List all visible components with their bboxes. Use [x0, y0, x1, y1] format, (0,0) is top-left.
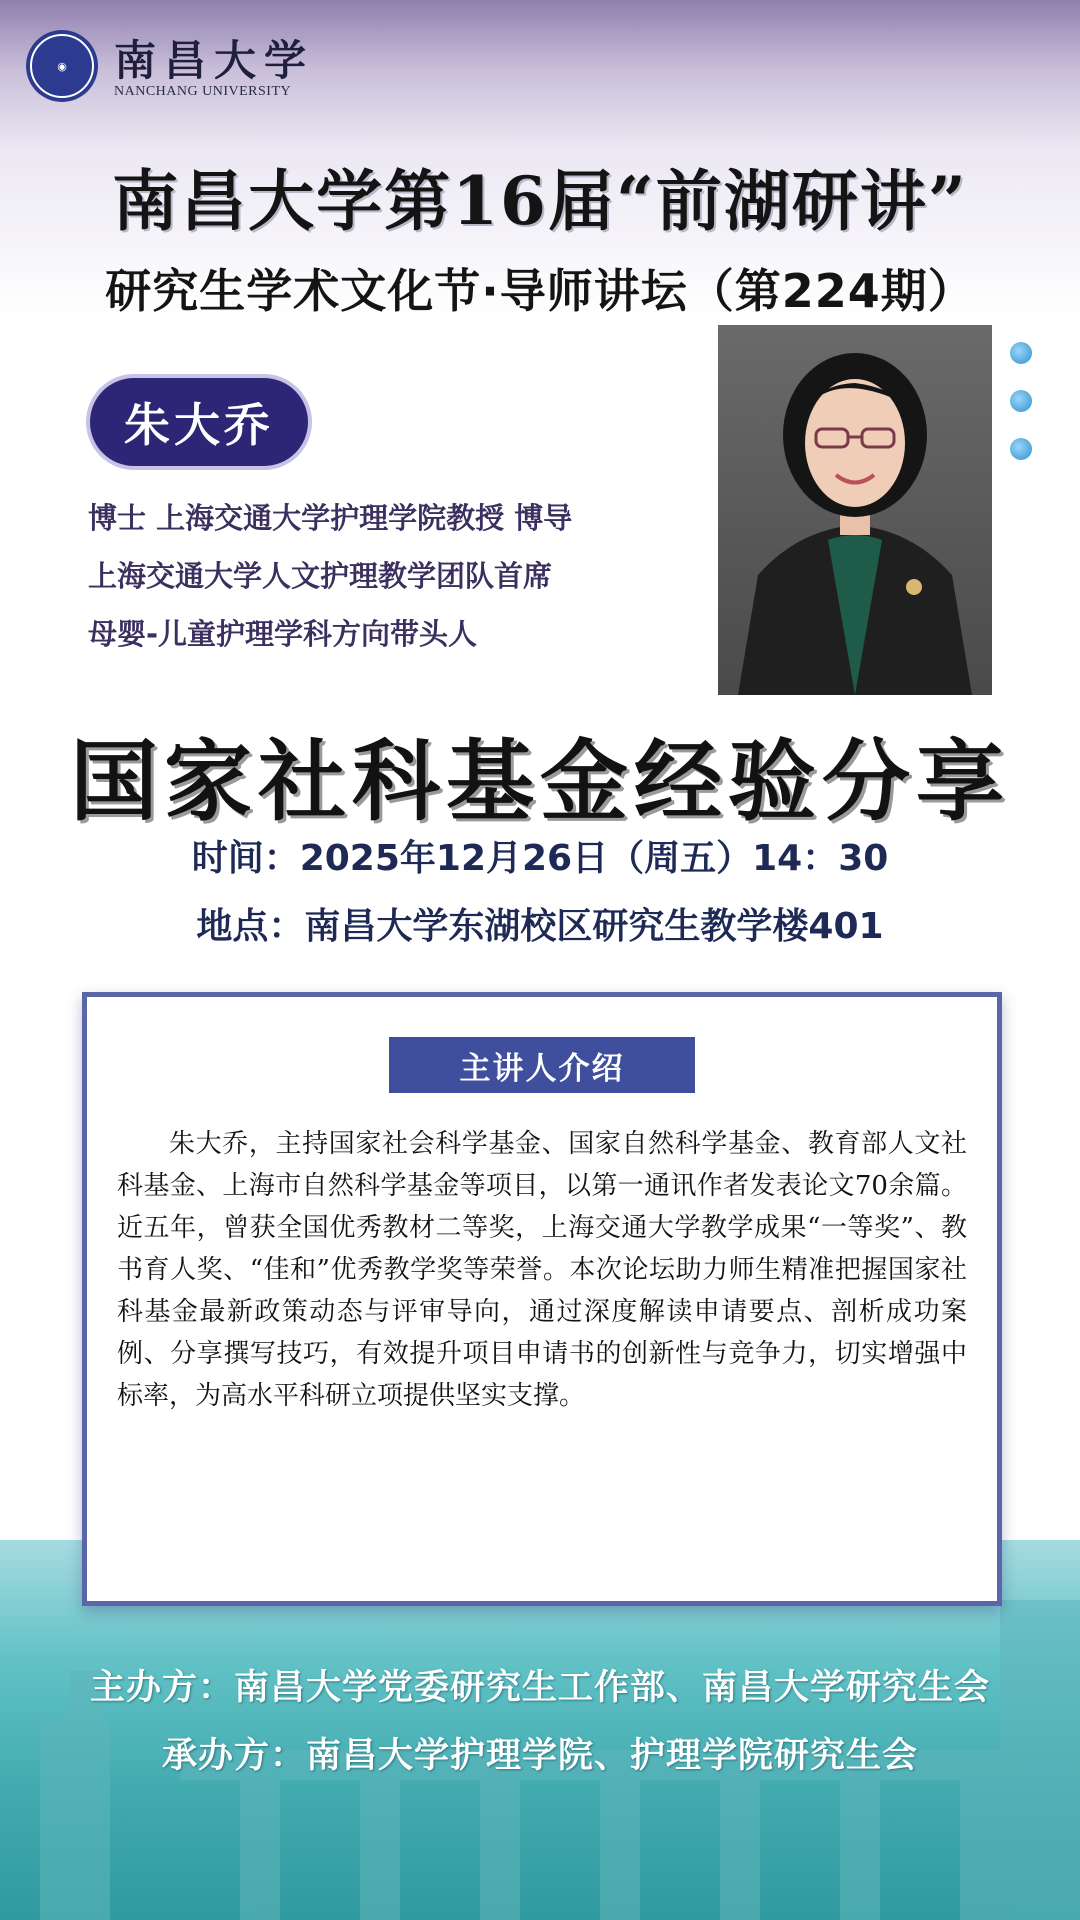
intro-card-text: 朱大乔，主持国家社会科学基金、国家自然科学基金、教育部人文社科基金、上海市自然科学基金等项目，以第一通讯作者发表论文70余篇。近五年，曾获全国优秀教材二等奖，上海交通大学教学成果“一等奖”、教书育人奖、“佳和”优秀教学奖等荣誉。本次论坛助力师生精准把握国家社科基金最新政策动态与评审导向，通过深度解读申请要点、剖析成功案例、分享撰写技巧，有效提升项目申请书的创新性与竞争力，切实增强中标率，为高水平科研立项提供坚实支撑。: [117, 1129, 967, 1411]
speaker-bio-line: 母婴-儿童护理学科方向带头人: [88, 617, 478, 651]
university-name-cn: 南昌大学: [114, 36, 315, 85]
undertaking-organizers: 承办方：南昌大学护理学院、护理学院研究生会: [161, 1736, 918, 1776]
decorative-dots: [1010, 342, 1034, 486]
speaker-intro-card: [82, 992, 1002, 1606]
dot-icon: [1010, 438, 1032, 460]
speaker-bio-line: 上海交通大学人文护理教学团队首席: [88, 559, 553, 593]
speaker-name: 朱大乔: [90, 378, 308, 466]
speaker-portrait: [718, 325, 992, 695]
host-organizers: 主办方：南昌大学党委研究生工作部、南昌大学研究生会: [89, 1668, 990, 1708]
event-series-title: 南昌大学第16届“前湖研讲”: [112, 162, 968, 240]
dot-icon: [1010, 390, 1032, 412]
lecture-topic: 国家社科基金经验分享: [69, 730, 1010, 833]
intro-card-title: 主讲人介绍: [389, 1037, 695, 1093]
university-seal-icon: ◉: [26, 30, 98, 102]
event-time: 时间：2025年12月26日（周五）14：30: [191, 838, 889, 879]
speaker-bio-line: 博士 上海交通大学护理学院教授 博导: [88, 501, 573, 535]
dot-icon: [1010, 342, 1032, 364]
event-place: 地点：南昌大学东湖校区研究生教学楼401: [196, 906, 884, 947]
event-subtitle: 研究生学术文化节·导师讲坛（第224期）: [105, 264, 975, 318]
university-name-en: NANCHANG UNIVERSITY: [114, 84, 292, 99]
